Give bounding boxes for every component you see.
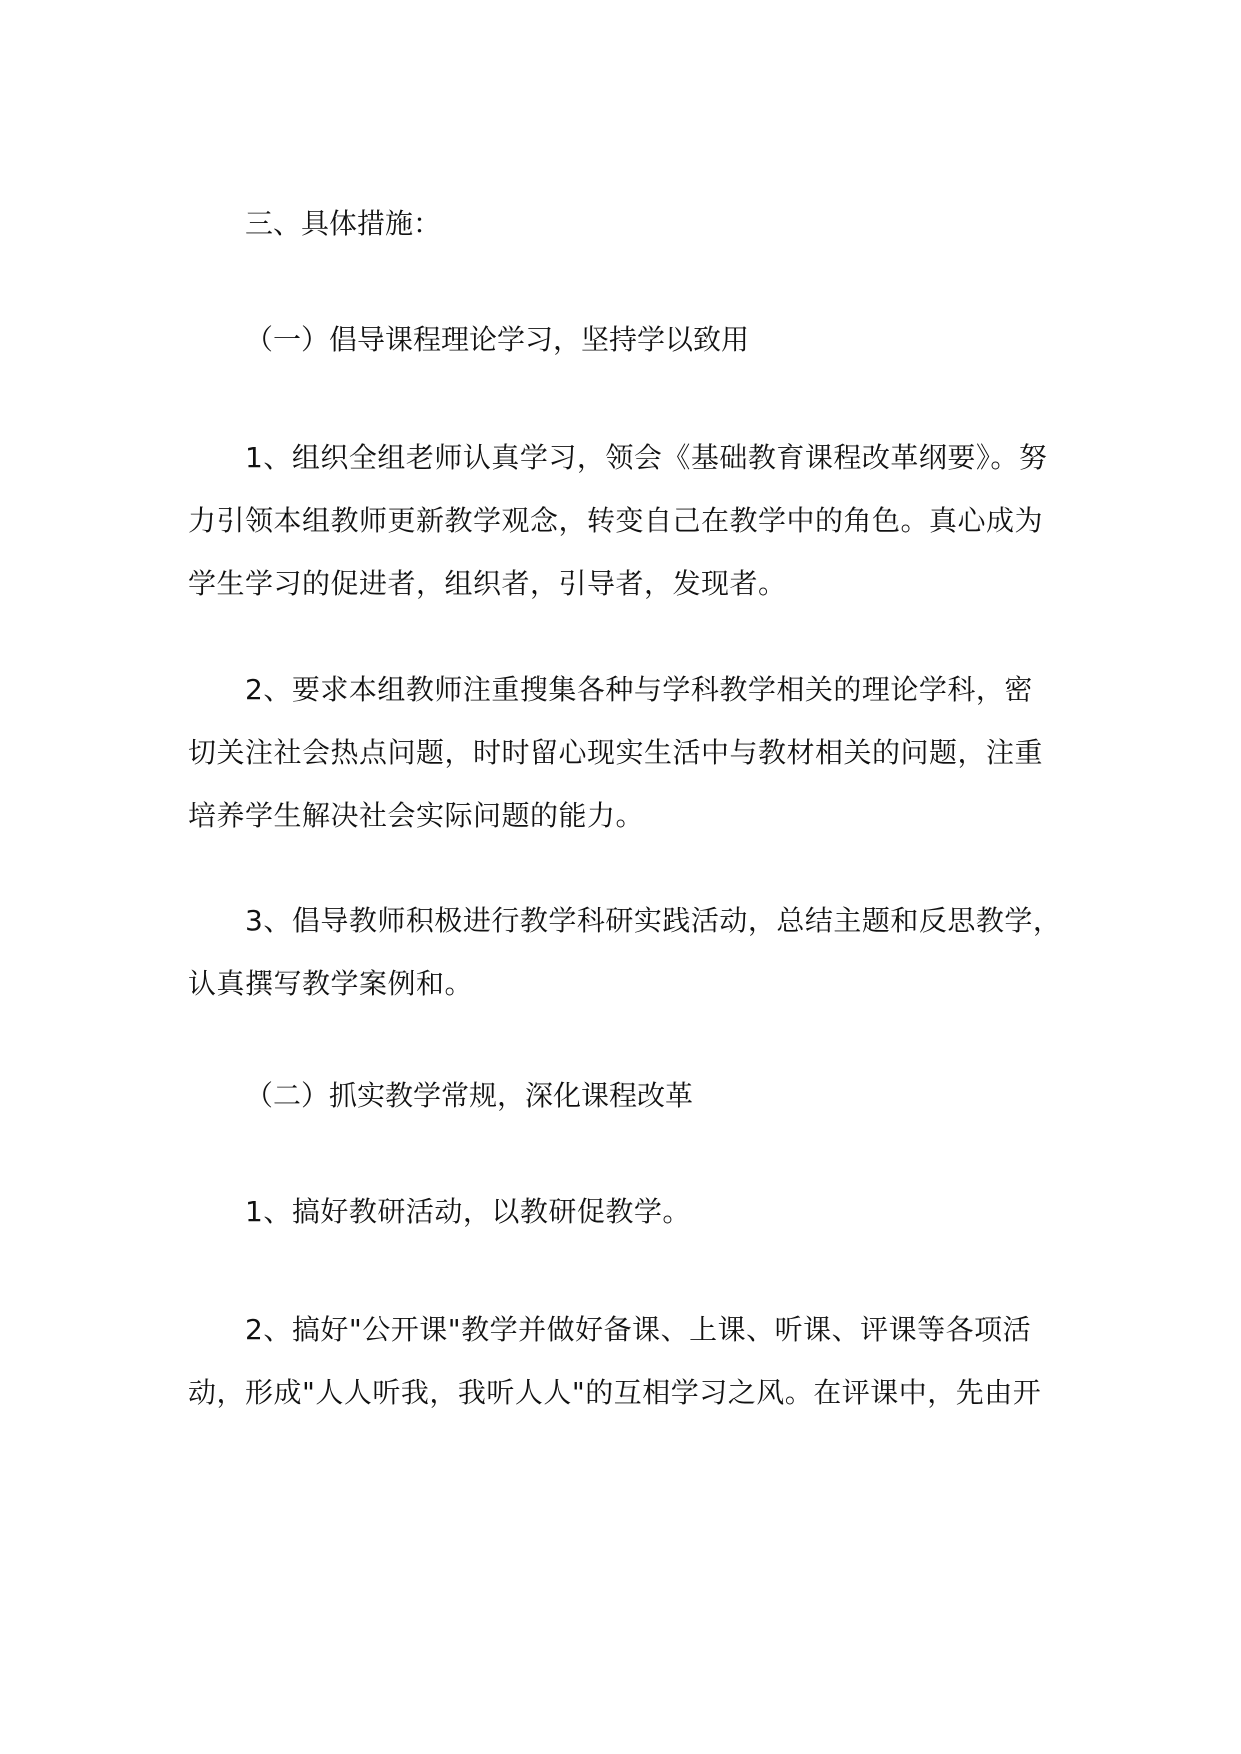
paragraph-2-line-2: 切关注社会热点问题，时时留心现实生活中与教材相关的问题，注重 <box>188 736 1044 769</box>
paragraph-1-line-1: 1、组织全组老师认真学习，领会《基础教育课程改革纲要》。努 <box>245 441 1048 474</box>
paragraph-5-line-1: 2、搞好"公开课"教学并做好备课、上课、听课、评课等各项活 <box>245 1313 1032 1346</box>
paragraph-4 <box>188 1180 1078 1243</box>
paragraph-2-line-3: 培养学生解决社会实际问题的能力。 <box>188 799 645 832</box>
paragraph-3 <box>188 889 1078 1015</box>
subsection-title-1: （一）倡导课程理论学习，坚持学以致用 <box>245 323 750 356</box>
paragraph-1-line-2: 力引领本组教师更新教学观念，转变自己在教学中的角色。真心成为 <box>188 504 1044 537</box>
paragraph-2 <box>188 658 1078 847</box>
paragraph-5-line-2: 动，形成"人人听我，我听人人"的互相学习之风。在评课中，先由开 <box>188 1376 1042 1409</box>
subsection-title-2: （二）抓实教学常规，深化课程改革 <box>245 1079 694 1112</box>
paragraph-3-line-1: 3、倡导教师积极进行教学科研实践活动，总结主题和反思教学， <box>245 904 1062 937</box>
section-title: 三、具体措施： <box>245 207 442 240</box>
paragraph-2-line-1: 2、要求本组教师注重搜集各种与学科教学相关的理论学科，密 <box>245 673 1033 706</box>
paragraph-1 <box>188 426 1078 615</box>
paragraph-1-line-3: 学生学习的促进者，组织者，引导者，发现者。 <box>188 567 787 600</box>
paragraph-3-line-2: 认真撰写教学案例和。 <box>188 967 474 1000</box>
paragraph-4-line-1: 1、搞好教研活动，以教研促教学。 <box>245 1195 691 1228</box>
paragraph-5 <box>188 1298 1078 1424</box>
